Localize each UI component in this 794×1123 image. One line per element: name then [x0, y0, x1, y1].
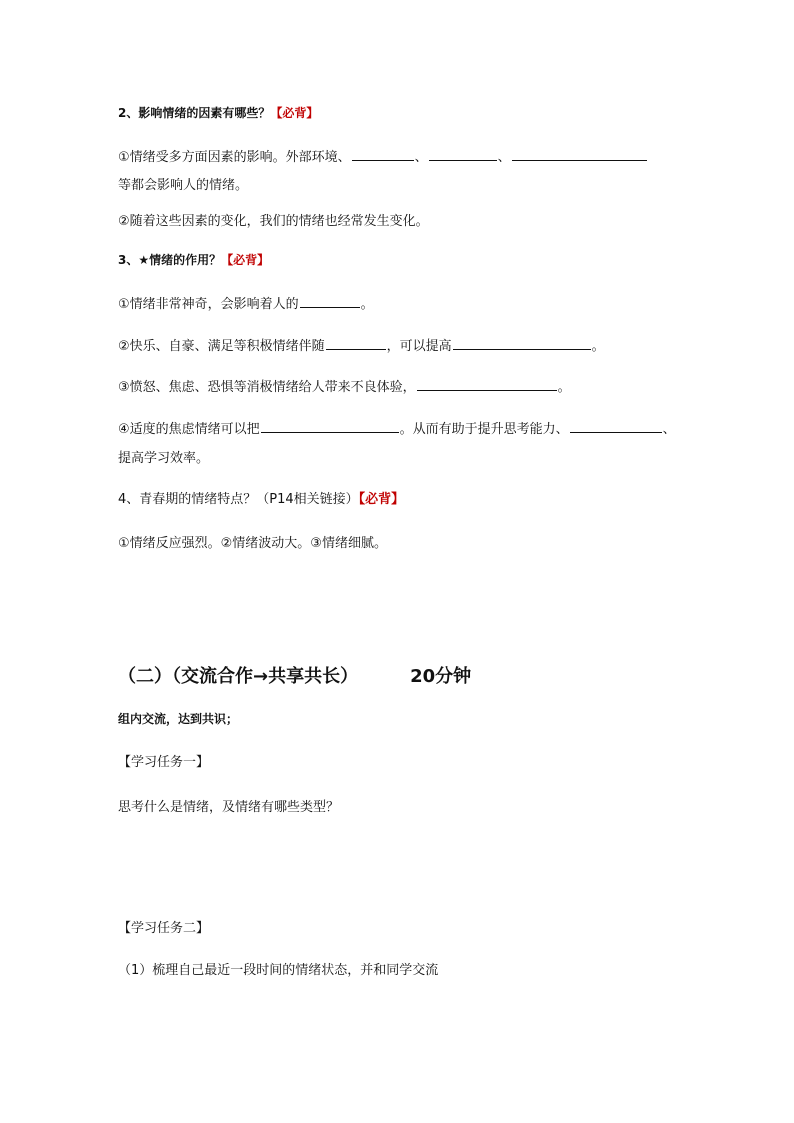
- q4-paragraph-1: [118, 535, 387, 553]
- q3-p1-text-a: ①情绪非常神奇，会影响着人的: [118, 297, 299, 312]
- must-memorize-tag: 【必背】: [221, 253, 270, 267]
- blank-field[interactable]: [429, 147, 497, 161]
- q3-p3-text-a: ③愤怒、焦虑、恐惧等消极情绪给人带来不良体验，: [118, 380, 416, 395]
- q2-p2-text: ②随着这些因素的变化，我们的情绪也经常发生变化。: [118, 214, 429, 229]
- q3-p4-text-b: 。从而有助于提升思考能力、: [399, 422, 569, 437]
- section-2-intro: [118, 710, 238, 728]
- section-2-heading-text: （二）（交流合作→共享共长）: [118, 666, 359, 687]
- q3-paragraph-4-cont: [118, 450, 209, 468]
- q3-p4-cont-text: 提高学习效率。: [118, 451, 210, 466]
- q3-paragraph-4: [118, 419, 676, 439]
- q3-p2-text-a: ②快乐、自豪、满足等积极情绪伴随: [118, 339, 325, 354]
- task-2-label-text: 【学习任务二】: [118, 921, 210, 936]
- question-2-title: [118, 104, 318, 122]
- section-2-time: 20分钟: [410, 666, 472, 687]
- question-3-title-text: 3、★情绪的作用？: [118, 253, 222, 267]
- q3-paragraph-1: [118, 294, 374, 314]
- question-4-title: [118, 491, 404, 509]
- q3-p2-text-c: 。: [591, 339, 605, 354]
- task-2-label: [118, 920, 209, 938]
- task-1-label-text: 【学习任务一】: [118, 755, 210, 770]
- q3-p2-text-b: ，可以提高: [386, 339, 452, 354]
- q2-paragraph-1-cont: [118, 177, 248, 195]
- q4-p1-text: ①情绪反应强烈。②情绪波动大。③情绪细腻。: [118, 536, 387, 551]
- question-3-title: [118, 251, 269, 269]
- q2-sep-1: 、: [414, 150, 428, 165]
- task-2-text: [118, 962, 438, 980]
- blank-field[interactable]: [570, 419, 662, 433]
- q2-p1-text: ①情绪受多方面因素的影响。外部环境、: [118, 150, 351, 165]
- blank-field[interactable]: [261, 419, 399, 433]
- q2-paragraph-2: [118, 213, 429, 231]
- section-2-heading: [118, 662, 471, 688]
- blank-field[interactable]: [300, 294, 360, 308]
- question-2-title-text: 2、影响情绪的因素有哪些？: [118, 106, 271, 120]
- question-4-title-text: 4、青春期的情绪特点？（P14相关链接）: [118, 492, 359, 507]
- task-1-text: [118, 799, 339, 817]
- q3-p4-text-a: ④适度的焦虑情绪可以把: [118, 422, 260, 437]
- q2-paragraph-1: [118, 147, 648, 167]
- blank-field[interactable]: [453, 336, 591, 350]
- blank-field[interactable]: [326, 336, 386, 350]
- q3-p1-text-b: 。: [360, 297, 374, 312]
- q3-paragraph-2: [118, 336, 605, 356]
- task-1-question: 思考什么是情绪，及情绪有哪些类型？: [118, 800, 340, 815]
- q3-p3-text-b: 。: [557, 380, 571, 395]
- q2-sep-2: 、: [497, 150, 511, 165]
- q3-paragraph-3: [118, 377, 571, 397]
- section-2-intro-text: 组内交流，达到共识；: [118, 712, 239, 726]
- blank-field[interactable]: [417, 377, 557, 391]
- task-1-label: [118, 754, 209, 772]
- task-2-question: （1）梳理自己最近一段时间的情绪状态，并和同学交流: [118, 963, 439, 978]
- blank-field[interactable]: [352, 147, 414, 161]
- q3-p4-text-c: 、: [662, 422, 676, 437]
- must-memorize-tag: 【必背】: [270, 106, 319, 120]
- must-memorize-tag: 【必背】: [358, 492, 405, 507]
- blank-field[interactable]: [512, 147, 647, 161]
- q2-p1-cont-text: 等都会影响人的情绪。: [118, 178, 249, 193]
